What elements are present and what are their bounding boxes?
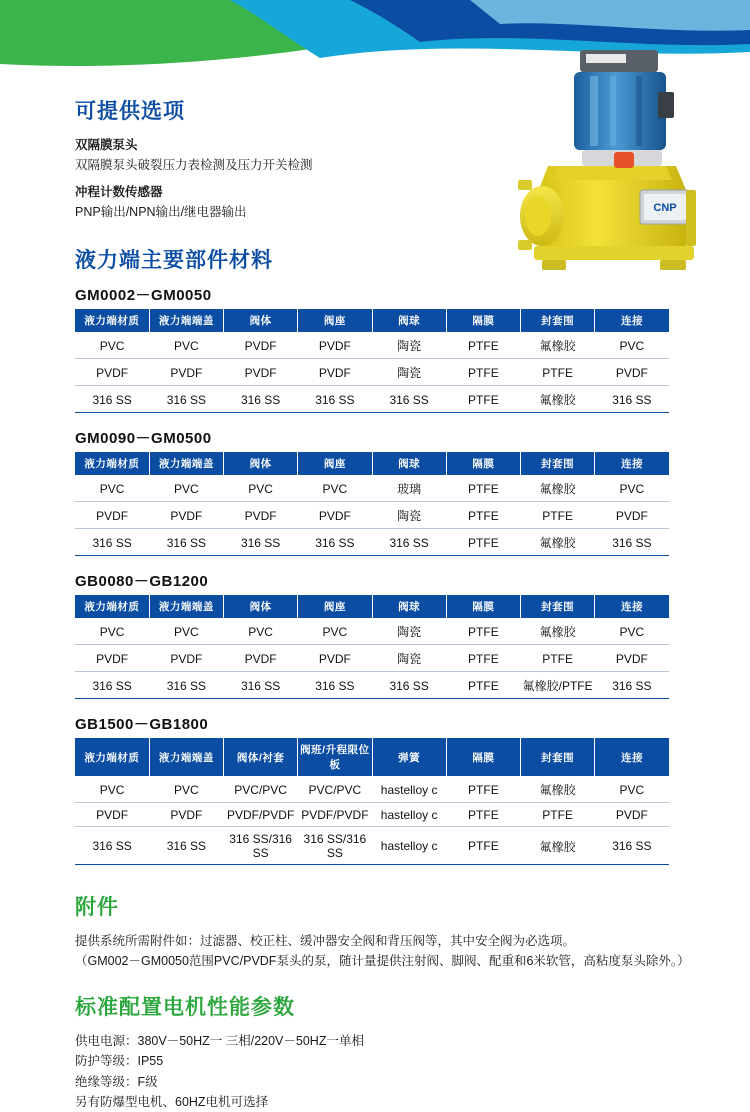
col-header: 液力端端盖 [149, 309, 223, 332]
table-row [75, 803, 669, 827]
cell: 316 SS [224, 386, 298, 413]
cell: PTFE [446, 475, 520, 502]
cell: PVC [75, 776, 149, 803]
model-title: GB1500－GB1800 [75, 716, 209, 733]
col-header: 阀班/升程限位板 [298, 738, 372, 776]
cell: PVC [149, 618, 223, 645]
cell: 316 SS [75, 827, 149, 865]
col-header: 连接 [595, 309, 669, 332]
cell: PTFE [446, 386, 520, 413]
cell: PVDF [595, 502, 669, 529]
cell: PVC [595, 475, 669, 502]
cell: PVC [595, 332, 669, 359]
col-header: 液力端端盖 [149, 738, 223, 776]
material-table [75, 595, 669, 699]
cell: PVC [595, 776, 669, 803]
cell: 316 SS [595, 529, 669, 556]
table-row [75, 529, 669, 556]
option-head: 双隔膜泵头 [75, 138, 138, 152]
col-header: 隔膜 [446, 738, 520, 776]
cell: hastelloy c [372, 827, 446, 865]
accessories-block [75, 891, 695, 971]
col-header: 连接 [595, 595, 669, 618]
cell: PVC/PVC [298, 776, 372, 803]
col-header: 液力端端盖 [149, 595, 223, 618]
cell: PVDF [149, 645, 223, 672]
cell: 316 SS/316 SS [224, 827, 298, 865]
cell: PVDF [75, 359, 149, 386]
cell: PVDF [224, 332, 298, 359]
col-header: 阀体/衬套 [224, 738, 298, 776]
cell: PVC [149, 776, 223, 803]
standard-motor-title: 标准配置电机性能参数 [75, 996, 295, 1019]
material-table-block [75, 427, 695, 556]
col-header: 液力端材质 [75, 452, 149, 475]
cell: 316 SS [372, 386, 446, 413]
col-header: 液力端材质 [75, 309, 149, 332]
cell: hastelloy c [372, 803, 446, 827]
cell: PTFE [446, 529, 520, 556]
accessories-line: 提供系统所需附件如：过滤器、校正柱、缓冲器安全阀和背压阀等，其中安全阀为必选项。 [75, 934, 576, 948]
cell: PVC [75, 475, 149, 502]
col-header: 阀座 [298, 595, 372, 618]
cell: PTFE [521, 645, 595, 672]
standard-motor-block [75, 991, 695, 1112]
option-text: PNP输出/NPN输出/继电器输出 [75, 205, 247, 219]
cell: 氟橡胶 [521, 332, 595, 359]
col-header: 液力端端盖 [149, 452, 223, 475]
svg-text:CNP: CNP [653, 202, 677, 214]
cell: PTFE [521, 803, 595, 827]
material-table-block [75, 713, 695, 865]
cell: 316 SS [298, 672, 372, 699]
cell: PTFE [446, 502, 520, 529]
cell: PTFE [446, 803, 520, 827]
model-title: GM0002－GM0050 [75, 287, 212, 304]
table-header-row [75, 309, 669, 332]
option-item [75, 182, 695, 220]
cell: PTFE [446, 776, 520, 803]
material-table-block [75, 570, 695, 699]
cell: PVC [75, 618, 149, 645]
cell: 316 SS [149, 386, 223, 413]
cell: PVC [224, 618, 298, 645]
cell: PVDF [75, 502, 149, 529]
material-table-block [75, 284, 695, 413]
cell: PVDF [224, 502, 298, 529]
page-content [75, 95, 695, 1112]
cell: PTFE [521, 359, 595, 386]
cell: PVC/PVC [224, 776, 298, 803]
cell: PVDF [298, 332, 372, 359]
cell: PTFE [446, 672, 520, 699]
table-header-row [75, 452, 669, 475]
cell: PVDF [595, 803, 669, 827]
cell: 316 SS [595, 386, 669, 413]
cell: PVC [75, 332, 149, 359]
accessories-title: 附件 [75, 896, 119, 919]
col-header: 弹簧 [372, 738, 446, 776]
cell: 氟橡胶 [521, 827, 595, 865]
cell: PVDF [149, 803, 223, 827]
cell: 316 SS [298, 529, 372, 556]
spec-line: 另有防爆型电机、60HZ电机可选择 [75, 1094, 269, 1109]
cell: PTFE [446, 618, 520, 645]
option-text: 双隔膜泵头破裂压力表检测及压力开关检测 [75, 158, 313, 172]
cell: PVDF [595, 645, 669, 672]
cell: 316 SS [298, 386, 372, 413]
cell: 氟橡胶/PTFE [521, 672, 595, 699]
cell: PVC [595, 618, 669, 645]
table-row [75, 827, 669, 865]
cell: 316 SS [595, 827, 669, 865]
table-row [75, 776, 669, 803]
col-header: 阀体 [224, 452, 298, 475]
cell: 316 SS [224, 529, 298, 556]
table-row [75, 475, 669, 502]
cell: 氟橡胶 [521, 618, 595, 645]
cell: PTFE [521, 502, 595, 529]
table-row [75, 386, 669, 413]
options-title: 可提供选项 [75, 100, 185, 123]
cell: 316 SS [75, 529, 149, 556]
cell: PVDF [298, 645, 372, 672]
cell: 316 SS/316 SS [298, 827, 372, 865]
model-title: GM0090－GM0500 [75, 430, 212, 447]
cell: 氟橡胶 [521, 776, 595, 803]
table-row [75, 645, 669, 672]
cell: 陶瓷 [372, 645, 446, 672]
cell: PTFE [446, 332, 520, 359]
cell: 316 SS [224, 672, 298, 699]
table-row [75, 359, 669, 386]
cell: PVC [149, 475, 223, 502]
cell: 陶瓷 [372, 332, 446, 359]
cell: PVDF [224, 359, 298, 386]
cell: 316 SS [75, 386, 149, 413]
cell: 316 SS [595, 672, 669, 699]
col-header: 封套围 [521, 738, 595, 776]
cell: PVDF [149, 502, 223, 529]
model-title: GB0080－GB1200 [75, 573, 209, 590]
cell: PTFE [446, 827, 520, 865]
cell: 316 SS [149, 827, 223, 865]
table-row [75, 332, 669, 359]
col-header: 阀球 [372, 309, 446, 332]
cell: PVDF [224, 645, 298, 672]
cell: PVC [224, 475, 298, 502]
cell: PVC [149, 332, 223, 359]
cell: PVDF [149, 359, 223, 386]
col-header: 液力端材质 [75, 738, 149, 776]
cell: PVDF [298, 502, 372, 529]
spec-line: 防护等级：IP55 [75, 1054, 164, 1069]
cell: 316 SS [372, 672, 446, 699]
table-row [75, 618, 669, 645]
cell: 氟橡胶 [521, 386, 595, 413]
cell: PVDF/PVDF [298, 803, 372, 827]
cell: 陶瓷 [372, 502, 446, 529]
materials-title: 液力端主要部件材料 [75, 249, 273, 272]
col-header: 连接 [595, 452, 669, 475]
cell: 316 SS [75, 672, 149, 699]
material-table [75, 309, 669, 413]
col-header: 隔膜 [446, 309, 520, 332]
option-item [75, 135, 695, 173]
col-header: 阀球 [372, 452, 446, 475]
cell: 玻璃 [372, 475, 446, 502]
cell: 316 SS [149, 529, 223, 556]
col-header: 封套围 [521, 309, 595, 332]
cell: 316 SS [149, 672, 223, 699]
col-header: 隔膜 [446, 452, 520, 475]
col-header: 阀体 [224, 595, 298, 618]
table-row [75, 672, 669, 699]
cell: PVDF/PVDF [224, 803, 298, 827]
cell: hastelloy c [372, 776, 446, 803]
cell: 316 SS [372, 529, 446, 556]
cell: 陶瓷 [372, 359, 446, 386]
col-header: 阀球 [372, 595, 446, 618]
cell: PTFE [446, 645, 520, 672]
option-head: 冲程计数传感器 [75, 185, 163, 199]
cell: PTFE [446, 359, 520, 386]
cell: 氟橡胶 [521, 529, 595, 556]
table-header-row [75, 595, 669, 618]
cell: PVC [298, 475, 372, 502]
spec-line: 供电电源：380V－50HZ一 三相/220V－50HZ一单相 [75, 1034, 364, 1048]
col-header: 阀体 [224, 309, 298, 332]
cell: 氟橡胶 [521, 475, 595, 502]
cell: PVDF [75, 645, 149, 672]
col-header: 封套围 [521, 595, 595, 618]
table-row [75, 502, 669, 529]
spec-line: 绝缘等级：F级 [75, 1074, 158, 1089]
cell: PVDF [595, 359, 669, 386]
cell: PVC [298, 618, 372, 645]
cell: 陶瓷 [372, 618, 446, 645]
col-header: 阀座 [298, 452, 372, 475]
col-header: 隔膜 [446, 595, 520, 618]
cell: PVDF [75, 803, 149, 827]
cell: PVDF [298, 359, 372, 386]
table-header-row [75, 738, 669, 776]
col-header: 封套围 [521, 452, 595, 475]
material-table [75, 738, 669, 865]
col-header: 连接 [595, 738, 669, 776]
col-header: 阀座 [298, 309, 372, 332]
material-table [75, 452, 669, 556]
col-header: 液力端材质 [75, 595, 149, 618]
accessories-line: （GM002－GM0050范围PVC/PVDF泵头的泵，随计量提供注射阀、脚阀、配重和6米软管，高粘度泵头除外。） [75, 954, 690, 968]
